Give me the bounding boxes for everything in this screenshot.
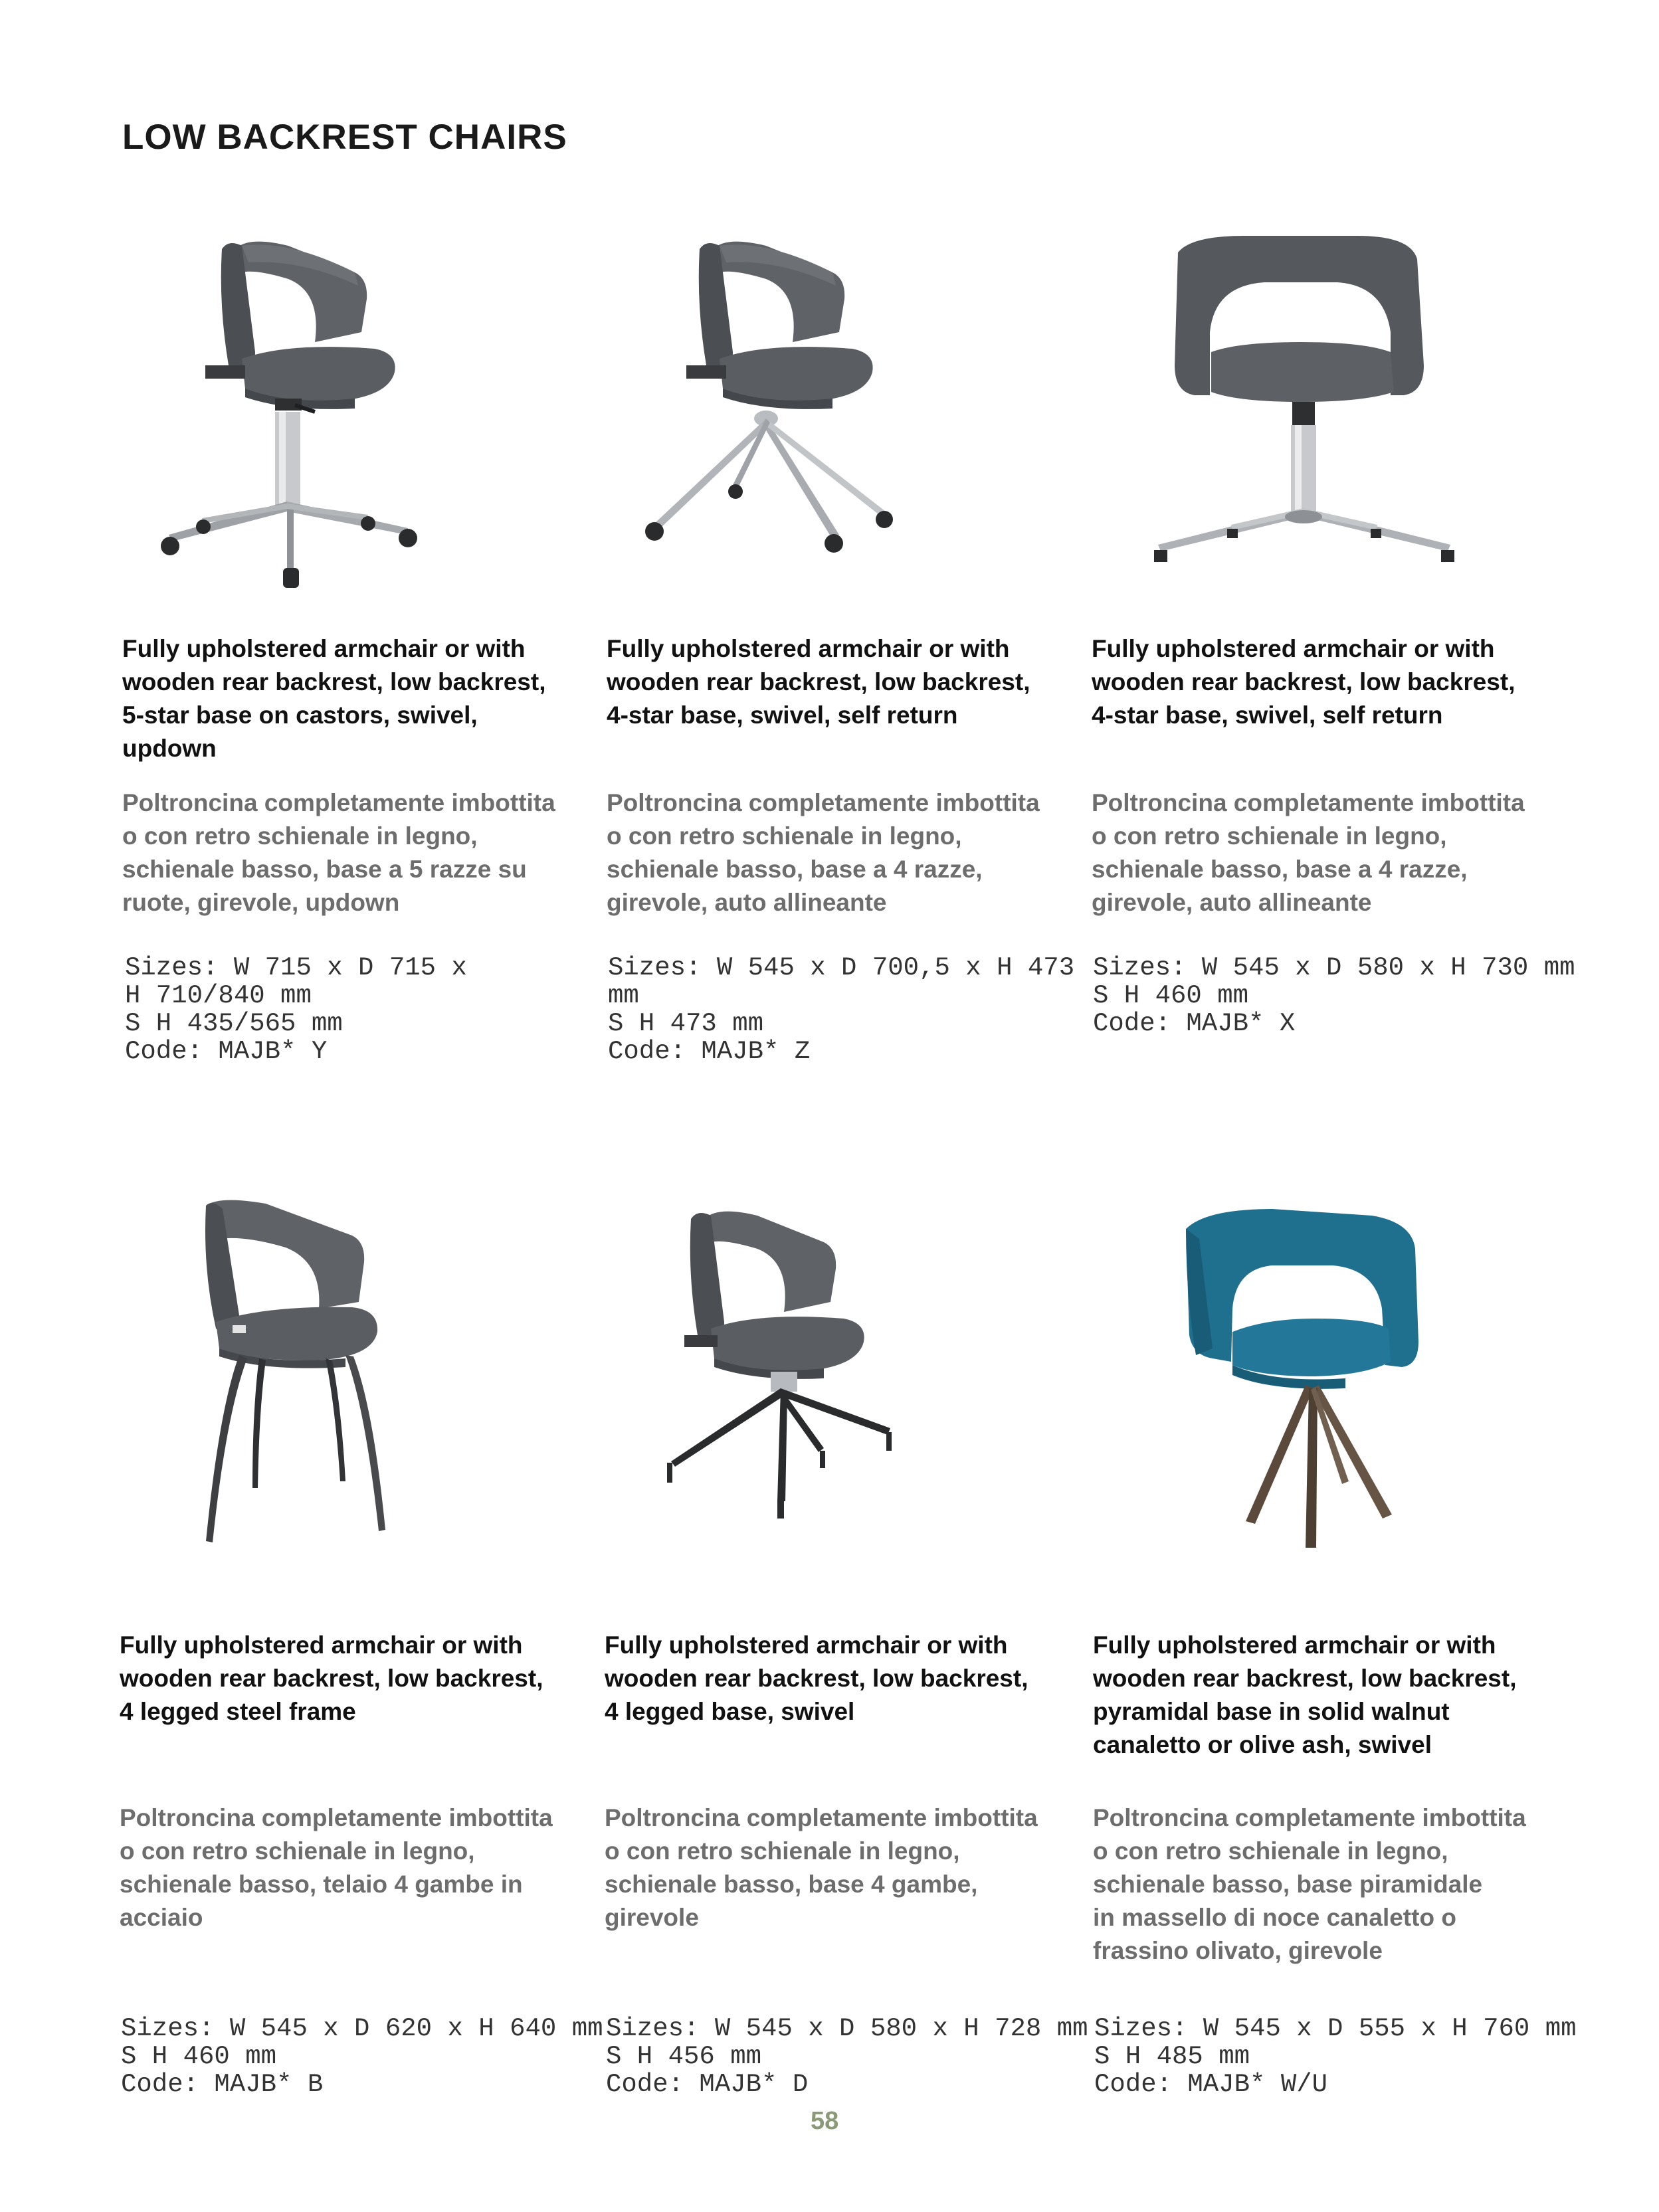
armchair-4-leg-steel-frame-icon [166, 1169, 565, 1581]
description-english [122, 632, 587, 765]
spec-line: Code: MAJB* B [121, 2070, 324, 2099]
description-line: o con retro schienale in legno, [120, 1837, 475, 1865]
description-line: schienale basso, base a 5 razze su [122, 856, 527, 883]
description-line: Poltroncina completamente imbottita [607, 789, 1040, 816]
armchair-5-star-castors-photo [155, 199, 581, 611]
description-line: Fully upholstered armchair or with [122, 635, 526, 662]
description-italian [605, 1801, 1070, 1934]
spec-line: S H 435/565 mm [125, 1009, 343, 1038]
description-english [1092, 632, 1557, 732]
spec-line: Code: MAJB* Y [125, 1037, 328, 1066]
description-line: Fully upholstered armchair or with [1093, 1631, 1496, 1659]
armchair-4-leg-swivel-base-photo [658, 1189, 1056, 1574]
description-line: wooden rear backrest, low backrest, [122, 668, 546, 695]
description-line: o con retro schienale in legno, [605, 1837, 960, 1865]
description-line: schienale basso, base a 4 razze, [1092, 856, 1468, 883]
description-line: Fully upholstered armchair or with [607, 635, 1010, 662]
description-line: 4-star base, swivel, self return [607, 701, 958, 729]
description-line: girevole, auto allineante [607, 889, 887, 916]
spec-line: Sizes: W 545 x D 555 x H 760 mm [1094, 2014, 1577, 2043]
description-line: wooden rear backrest, low backrest, [605, 1665, 1028, 1692]
description-english [605, 1629, 1070, 1728]
description-line: Poltroncina completamente imbottita [1093, 1804, 1526, 1831]
description-italian [120, 1801, 585, 1934]
description-line: Poltroncina completamente imbottita [122, 789, 555, 816]
description-line: 4 legged steel frame [120, 1698, 356, 1725]
description-line: schienale basso, telaio 4 gambe in [120, 1871, 523, 1898]
spec-line: Sizes: W 545 x D 700,5 x H 473 [608, 953, 1075, 982]
description-line: acciaio [120, 1904, 203, 1931]
description-line: girevole, auto allineante [1092, 889, 1372, 916]
product-specs [1093, 953, 1575, 1038]
description-line: ruote, girevole, updown [122, 889, 400, 916]
spec-line: S H 485 mm [1094, 2042, 1250, 2071]
armchair-pyramidal-wood-base-icon [1146, 1189, 1518, 1574]
spec-line: S H 456 mm [606, 2042, 762, 2071]
product-specs [125, 954, 590, 1065]
spec-line: H 710/840 mm [125, 981, 312, 1010]
description-line: schienale basso, base a 4 razze, [607, 856, 983, 883]
spec-line: Sizes: W 545 x D 580 x H 730 mm [1093, 953, 1575, 982]
product-specs [121, 2014, 603, 2099]
description-line: 5-star base on castors, swivel, [122, 701, 478, 729]
description-italian [1092, 786, 1557, 919]
description-english [120, 1629, 585, 1728]
description-italian [122, 786, 587, 919]
spec-line: Code: MAJB* X [1093, 1009, 1296, 1038]
description-line: wooden rear backrest, low backrest, [120, 1665, 543, 1692]
spec-line: S H 473 mm [608, 1009, 764, 1038]
description-line: Poltroncina completamente imbottita [120, 1804, 553, 1831]
product-specs [1094, 2014, 1577, 2099]
description-line: Poltroncina completamente imbottita [605, 1804, 1038, 1831]
armchair-5-star-castors-icon [155, 199, 581, 611]
spec-line: Code: MAJB* D [606, 2070, 809, 2099]
description-line: girevole [605, 1904, 699, 1931]
description-line: o con retro schienale in legno, [607, 822, 962, 850]
spec-line: Sizes: W 715 x D 715 x [125, 953, 467, 982]
armchair-4-star-castors-photo [640, 199, 1065, 611]
page-number: 58 [811, 2107, 839, 2135]
description-line: Fully upholstered armchair or with [120, 1631, 523, 1659]
description-line: schienale basso, base 4 gambe, [605, 1871, 978, 1898]
armchair-4-star-castors-icon [640, 199, 1065, 611]
description-line: wooden rear backrest, low backrest, [1092, 668, 1515, 695]
description-line: schienale basso, base piramidale [1093, 1871, 1483, 1898]
description-italian [607, 786, 1072, 919]
spec-line: S H 460 mm [1093, 981, 1249, 1010]
description-italian [1093, 1801, 1558, 1968]
description-line: updown [122, 735, 217, 762]
description-line: frassino olivato, girevole [1093, 1937, 1383, 1964]
product-specs [606, 2014, 1088, 2099]
description-line: wooden rear backrest, low backrest, [1093, 1665, 1517, 1692]
description-english [607, 632, 1072, 732]
description-line: 4-star base, swivel, self return [1092, 701, 1443, 729]
description-line: canaletto or olive ash, swivel [1093, 1731, 1432, 1758]
spec-line: Sizes: W 545 x D 580 x H 728 mm [606, 2014, 1088, 2043]
product-specs [608, 954, 1073, 1065]
armchair-4-star-glides-front-icon [1138, 199, 1537, 611]
description-line: pyramidal base in solid walnut [1093, 1698, 1450, 1725]
description-english [1093, 1629, 1558, 1762]
spec-line: mm [608, 981, 639, 1010]
spec-line: Sizes: W 545 x D 620 x H 640 mm [121, 2014, 603, 2043]
armchair-4-leg-steel-frame-photo [166, 1169, 565, 1581]
description-line: 4 legged base, swivel [605, 1698, 855, 1725]
description-line: o con retro schienale in legno, [1093, 1837, 1448, 1865]
description-line: o con retro schienale in legno, [122, 822, 478, 850]
spec-line: Code: MAJB* W/U [1094, 2070, 1328, 2099]
armchair-pyramidal-wood-base-photo [1146, 1189, 1518, 1574]
armchair-4-leg-swivel-base-icon [658, 1189, 1056, 1574]
description-line: Poltroncina completamente imbottita [1092, 789, 1525, 816]
description-line: Fully upholstered armchair or with [605, 1631, 1008, 1659]
description-line: in massello di noce canaletto o [1093, 1904, 1456, 1931]
description-line: o con retro schienale in legno, [1092, 822, 1447, 850]
description-line: wooden rear backrest, low backrest, [607, 668, 1030, 695]
page-title: LOW BACKREST CHAIRS [122, 118, 567, 157]
armchair-4-star-glides-front-photo [1138, 199, 1537, 611]
description-line: Fully upholstered armchair or with [1092, 635, 1495, 662]
spec-line: S H 460 mm [121, 2042, 277, 2071]
spec-line: Code: MAJB* Z [608, 1037, 811, 1066]
